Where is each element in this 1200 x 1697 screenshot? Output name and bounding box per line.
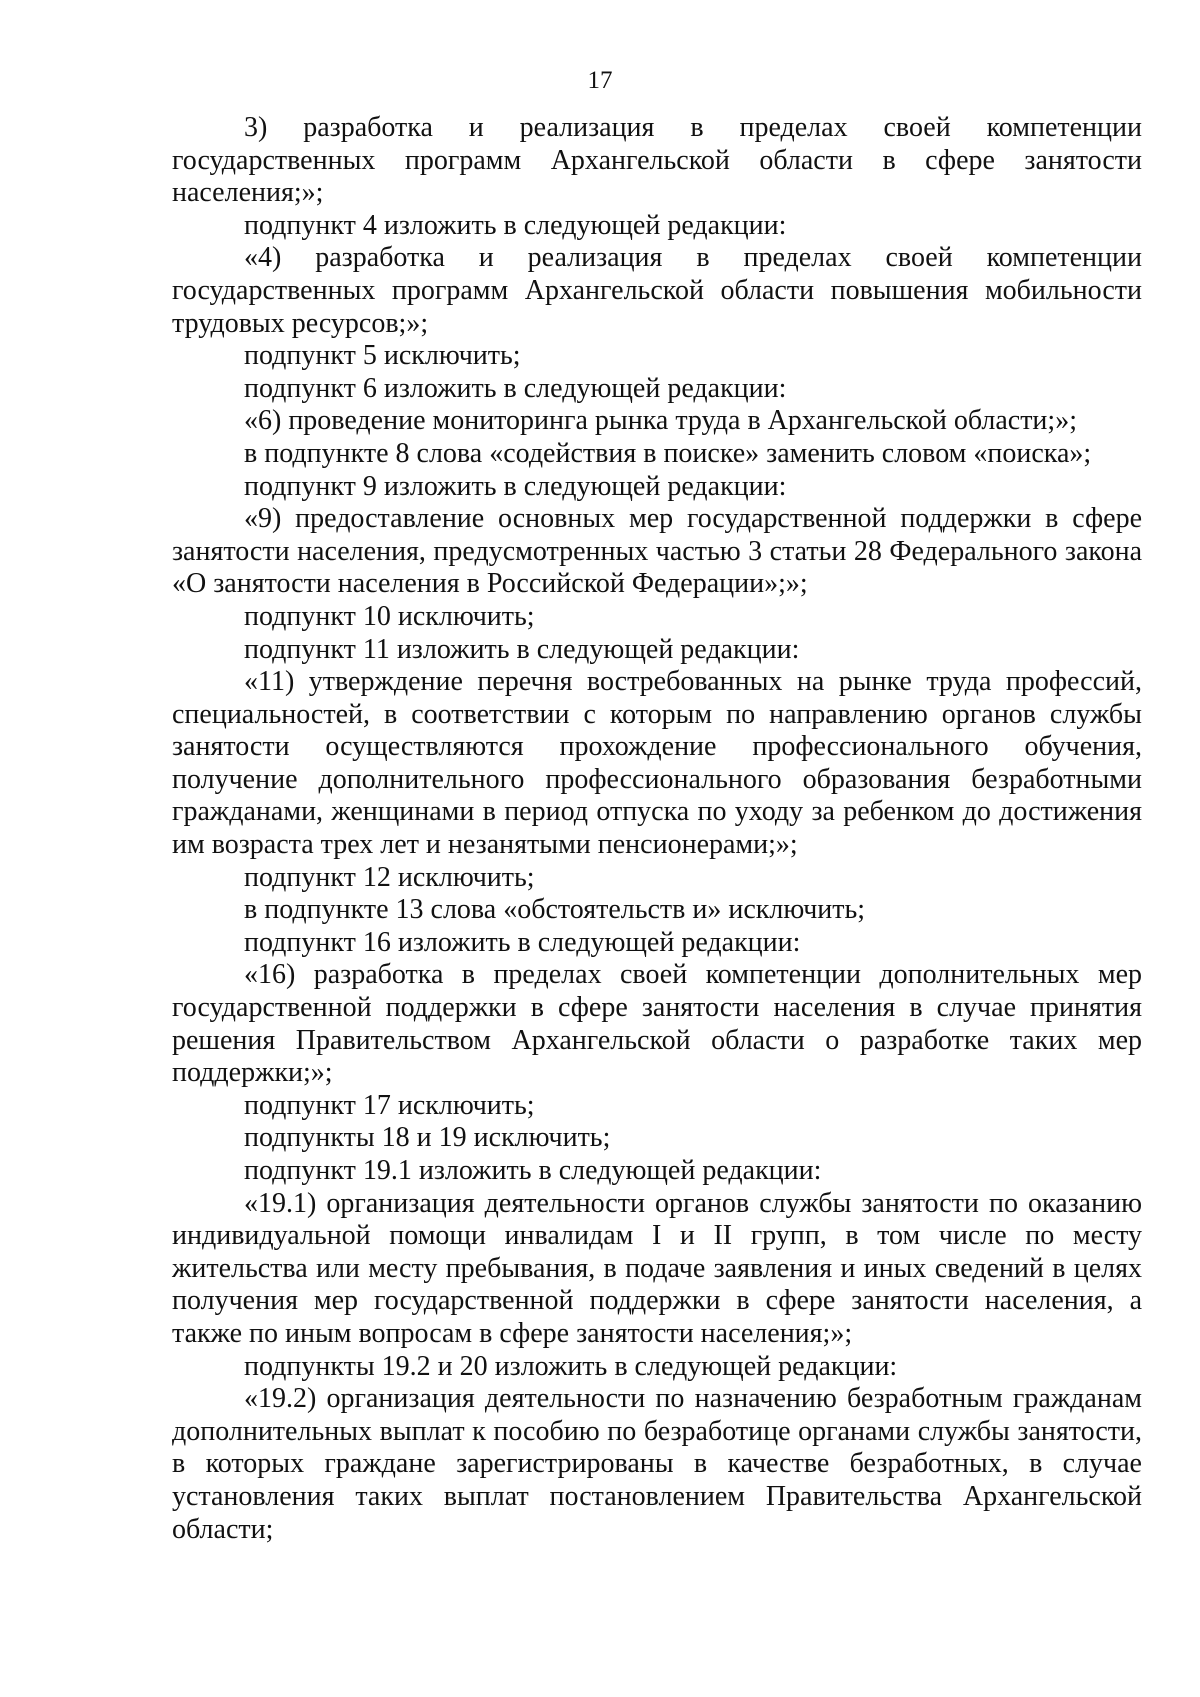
paragraph: подпункт 5 исключить; [244,340,521,372]
paragraph: «16) разработка в пределах своей компетенции дополнительных мер государственной поддержки в сфере занятости населения в случае принятия решения Правительством Архангельской области о разработке таких мер поддержки;»; [172,959,1142,1089]
paragraph: подпункт 9 изложить в следующей редакции: [244,470,787,502]
paragraph: «19.2) организация деятельности по назначению безработным гражданам дополнительных выплат к пособию по безработице органами службы занятости, в которых граждане зарегистрированы в качестве безработных, в случае установления таких выплат постановлением Правительства Архангельской области; [172,1383,1142,1545]
paragraph: подпункт 17 исключить; [244,1089,535,1121]
paragraph: «4) разработка и реализация в пределах своей компетенции государственных программ Архангельской области повышения мобильности трудовых ресурсов;»; [172,242,1142,339]
paragraph: в подпункте 13 слова «обстоятельств и» исключить; [244,894,866,926]
paragraph: подпункты 19.2 и 20 изложить в следующей редакции: [244,1350,898,1382]
paragraph: подпункт 10 исключить; [244,600,535,632]
paragraph: подпункты 18 и 19 исключить; [244,1122,611,1154]
paragraph: подпункт 4 изложить в следующей редакции: [244,209,787,241]
paragraph: подпункт 12 исключить; [244,861,535,893]
paragraph: 3) разработка и реализация в пределах своей компетенции государственных программ Архангельской области в сфере занятости населения;»; [172,112,1142,209]
paragraph: в подпункте 8 слова «содействия в поиске» заменить словом «поиска»; [244,437,1092,469]
paragraph: «11) утверждение перечня востребованных на рынке труда профессий, специальностей, в соответствии с которым по направлению органов службы занятости осуществляются прохождение профессионального обучения, получение дополнительного профессионального образования безработными гражданами, женщинами в период отпуска по уходу за ребенком до достижения им возраста трех лет и незанятыми пенсионерами;»; [172,666,1142,861]
document-body [172,112,1142,1546]
paragraph: подпункт 11 изложить в следующей редакции: [244,633,800,665]
paragraph: «9) предоставление основных мер государственной поддержки в сфере занятости населения, предусмотренных частью 3 статьи 28 Федерального закона «О занятости населения в Российской Федерации»;»; [172,503,1142,600]
page-number: 17 [587,67,613,94]
paragraph: «19.1) организация деятельности органов службы занятости по оказанию индивидуальной помощи инвалидам I и II групп, в том числе по месту жительства или месту пребывания, в подаче заявления и иных сведений в целях получения мер государственной поддержки в сфере занятости населения, а также по иным вопросам в сфере занятости населения;»; [172,1187,1142,1349]
paragraph: подпункт 6 изложить в следующей редакции: [244,372,787,404]
paragraph: «6) проведение мониторинга рынка труда в Архангельской области;»; [244,405,1077,437]
paragraph: подпункт 16 изложить в следующей редакции: [244,926,801,958]
paragraph: подпункт 19.1 изложить в следующей редакции: [244,1155,822,1186]
